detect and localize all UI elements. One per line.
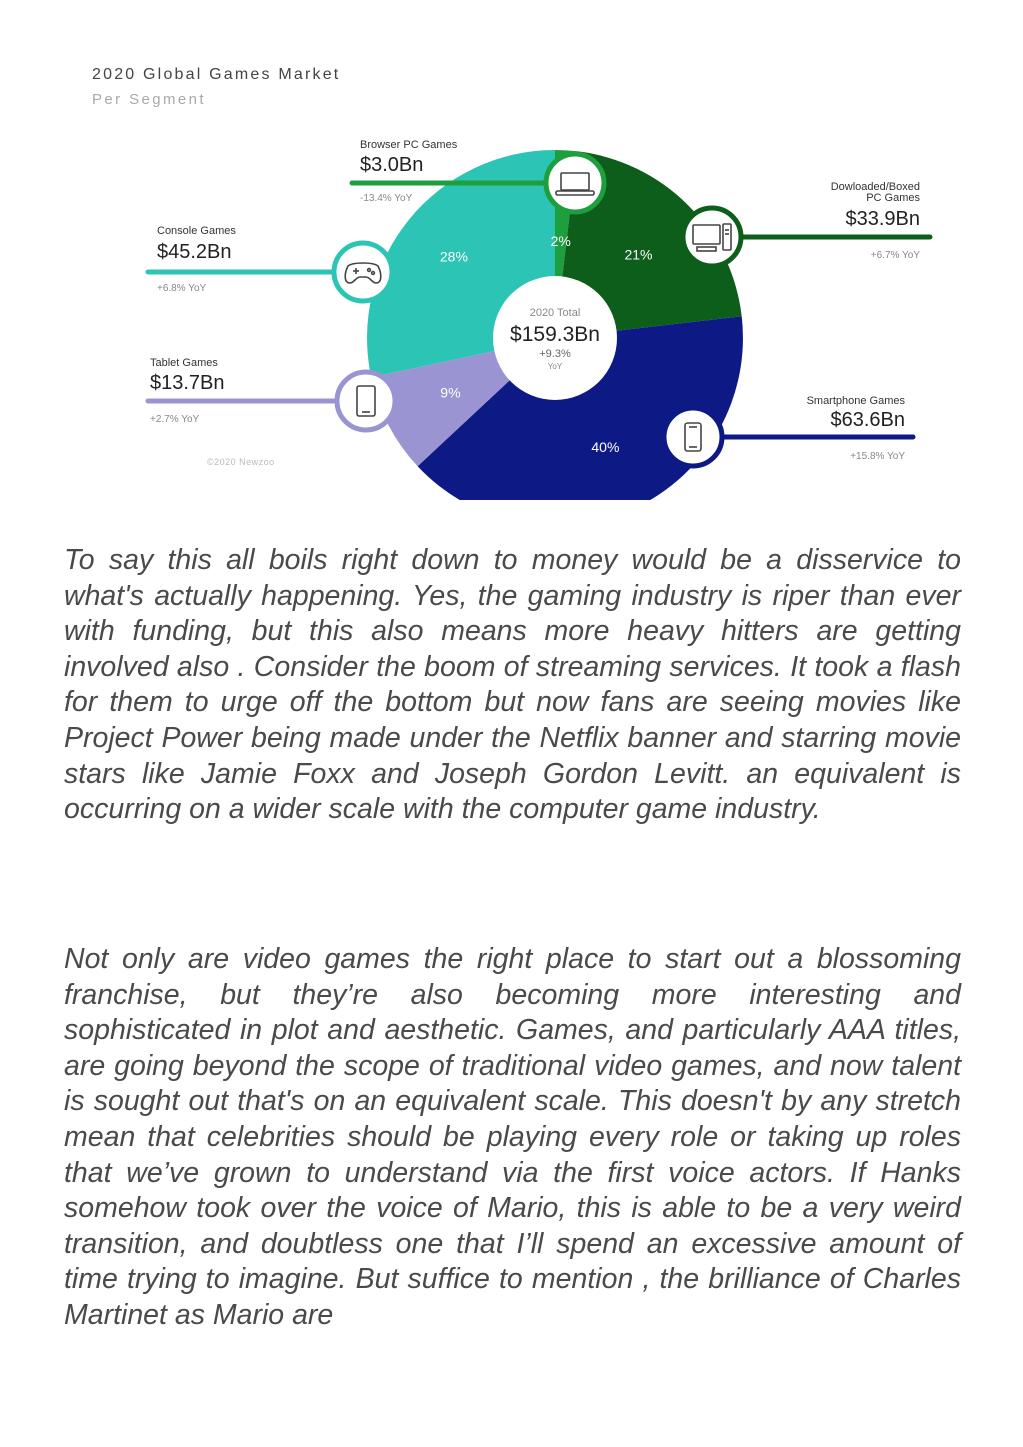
- center-total-change-label: YoY: [547, 362, 563, 371]
- slice-percent-label: 9%: [440, 384, 461, 401]
- segment-name: Tablet Games: [150, 357, 218, 369]
- slice-percent-label: 21%: [624, 246, 653, 263]
- article-paragraph: Not only are video games the right place to start out a blossoming franchise, but they’re also becoming more interesting and sophisticated in plot and aesthetic. Games, and particularly AAA titles, are going beyond the scope of traditional video games, and now talent is sought out that's on an equivalent scale. This doesn't by any stretch mean that celebrities should be playing every role or taking up roles that we’ve grown to understand via the first voice actors. If Hanks somehow took over the voice of Mario, this is able to be a very weird transition, and doubtless one that I’ll spend an excessive amount of time trying to imagine. But suffice to mention , the brilliance of Charles Martinet as Mario are: [64, 943, 961, 1331]
- segment-value: $33.9Bn: [845, 208, 920, 230]
- center-total-label: 2020 Total: [529, 307, 581, 319]
- center-total-change: +9.3%: [539, 348, 571, 360]
- segment-yoy: +6.8% YoY: [157, 283, 207, 294]
- segment-yoy: +15.8% YoY: [850, 451, 905, 462]
- segment-name: Smartphone Games: [806, 395, 905, 407]
- segment-yoy: +6.7% YoY: [870, 250, 920, 261]
- slice-percent-label: 2%: [550, 233, 571, 250]
- slice-percent-label: 40%: [591, 438, 620, 455]
- segment-yoy: +2.7% YoY: [150, 414, 200, 425]
- callout-badge-tablet-games: [337, 372, 395, 430]
- segment-name: PC Games: [866, 192, 920, 204]
- chart-subtitle: Per Segment: [92, 91, 206, 108]
- callout-badge-browser-pc-games: [546, 154, 604, 212]
- article-paragraph: To say this all boils right down to money would be a disservice to what's actually happening. Yes, the gaming industry is riper than ever with funding, but this also means more heavy hitters are getting involved also . Consider the boom of streaming services. It took a flash for them to urge off the bottom but now fans are seeing movies like Project Power being made under the Netflix banner and starring movie stars like Jamie Foxx and Joseph Gordon Levitt. an equivalent is occurring on a wider scale with the computer game industry.: [64, 544, 961, 826]
- segment-value: $3.0Bn: [360, 154, 424, 176]
- segment-name: Console Games: [157, 225, 236, 237]
- chart-credit: ©2020 Newzoo: [207, 457, 275, 467]
- slice-percent-label: 28%: [439, 248, 468, 265]
- segment-value: $45.2Bn: [157, 241, 232, 263]
- segment-value: $63.6Bn: [830, 409, 905, 431]
- chart-title: 2020 Global Games Market: [92, 66, 341, 83]
- center-total-value: $159.3Bn: [510, 323, 600, 346]
- callout-badge-console-games: [334, 243, 392, 301]
- segment-yoy: -13.4% YoY: [360, 193, 413, 204]
- callout-badge-smartphone-games: [664, 408, 722, 466]
- callout-badge-dowloaded-boxed-pc-games: [683, 208, 741, 266]
- games-market-figure: [0, 0, 1023, 500]
- segment-name: Browser PC Games: [360, 139, 458, 151]
- segment-name: Dowloaded/Boxed: [830, 181, 920, 193]
- segment-value: $13.7Bn: [150, 372, 225, 394]
